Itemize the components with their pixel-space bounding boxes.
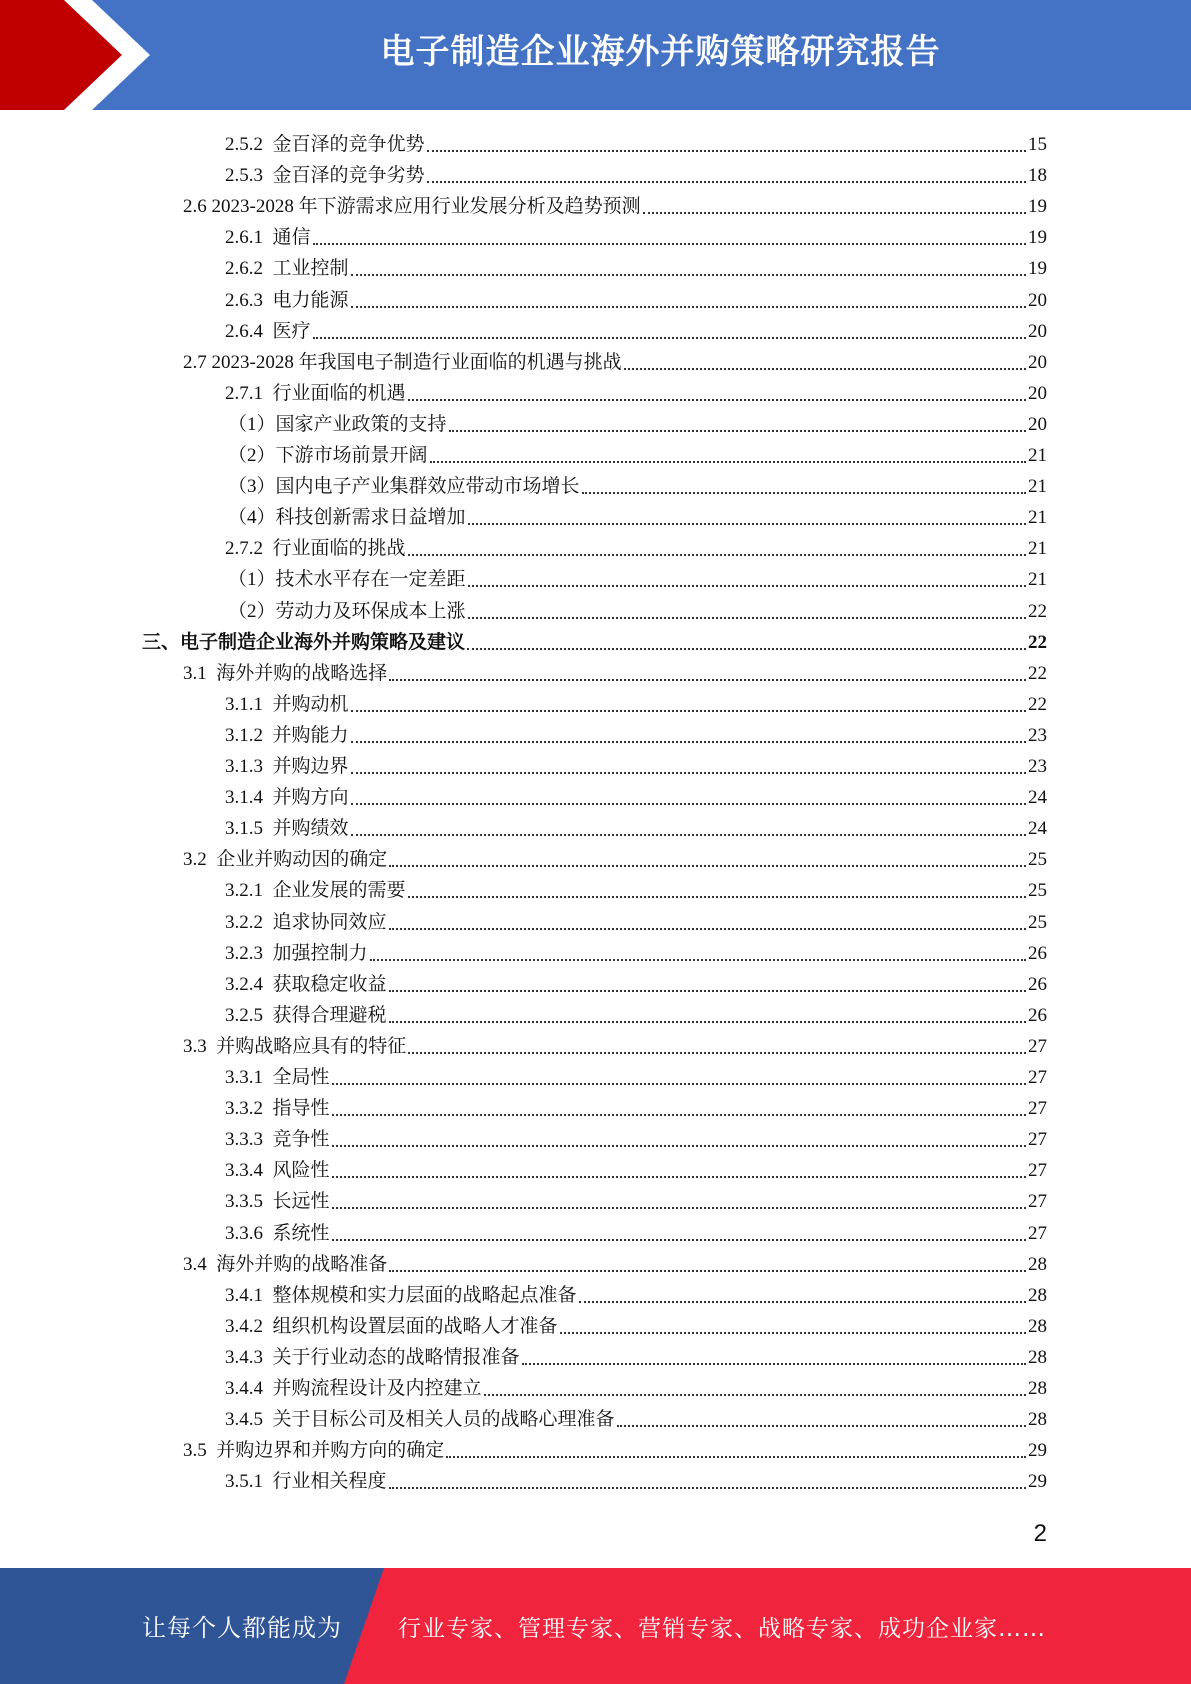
toc-entry[interactable] — [228, 438, 1047, 469]
toc-entry-page: 28 — [1028, 1409, 1047, 1431]
toc-dot-leader — [468, 585, 1026, 587]
toc-entry-title: 3.2.3 加强控制力 — [225, 942, 368, 964]
toc-dot-leader — [467, 648, 1026, 650]
toc-dot-leader — [351, 306, 1026, 308]
toc-entry-title: 3.1.5 并购绩效 — [225, 818, 349, 840]
page-footer — [0, 1568, 1191, 1684]
toc-entry[interactable] — [183, 1433, 1047, 1464]
toc-entry[interactable] — [228, 594, 1047, 625]
toc-entry[interactable] — [225, 283, 1047, 314]
toc-entry-title: 3.4.1 整体规模和实力层面的战略起点准备 — [225, 1284, 577, 1306]
toc-dot-leader — [389, 1487, 1026, 1489]
toc-entry-page: 26 — [1028, 942, 1047, 964]
toc-entry[interactable] — [225, 1340, 1047, 1371]
toc-entry-title: 3.1.1 并购动机 — [225, 693, 349, 715]
toc-entry[interactable] — [225, 1153, 1047, 1184]
toc-entry-title: 2.7.1 行业面临的机遇 — [225, 382, 406, 404]
toc-entry-title: 3.4.4 并购流程设计及内控建立 — [225, 1378, 482, 1399]
toc-entry-title: 3.1.4 并购方向 — [225, 787, 349, 809]
toc-dot-leader — [582, 492, 1026, 494]
toc-entry-title: 3.1.2 并购能力 — [225, 724, 349, 746]
toc-dot-leader — [351, 772, 1026, 774]
toc-entry-page: 25 — [1028, 880, 1047, 902]
toc-entry-title: 3.1 海外并购的战略选择 — [183, 662, 388, 684]
toc-entry[interactable] — [225, 1309, 1047, 1340]
toc-entry-title: （4）科技创新需求日益增加 — [228, 507, 466, 529]
toc-entry-page: 28 — [1028, 1378, 1047, 1399]
toc-entry-title: 3.4 海外并购的战略准备 — [183, 1253, 388, 1275]
toc-entry[interactable] — [225, 998, 1047, 1029]
toc-entry-page: 26 — [1028, 973, 1047, 995]
toc-dot-leader — [351, 710, 1026, 712]
toc-dot-leader — [389, 990, 1026, 992]
toc-dot-leader — [351, 274, 1026, 276]
toc-entry[interactable] — [225, 1464, 1047, 1495]
toc-dot-leader — [351, 834, 1026, 836]
toc-entry[interactable] — [183, 842, 1047, 873]
toc-dot-leader — [468, 523, 1026, 525]
toc-entry-title: （2）下游市场前景开阔 — [228, 445, 428, 466]
toc-entry-page: 25 — [1028, 849, 1047, 871]
toc-dot-leader — [427, 150, 1026, 152]
toc-entry-page: 27 — [1028, 1222, 1047, 1244]
toc-entry[interactable] — [225, 1371, 1047, 1402]
toc-entry-page: 29 — [1028, 1471, 1047, 1493]
page-number: 2 — [1033, 1520, 1047, 1547]
toc-dot-leader — [643, 212, 1026, 214]
toc-entry-page: 27 — [1028, 1160, 1047, 1182]
toc-entry-title: 2.6 2023-2028 年下游需求应用行业发展分析及趋势预测 — [183, 196, 641, 218]
toc-entry[interactable] — [225, 127, 1047, 158]
toc-entry-title: 2.6.2 工业控制 — [225, 258, 349, 280]
toc-dot-leader — [332, 1176, 1026, 1178]
toc-entry[interactable] — [225, 873, 1047, 904]
toc-entry-title: 3.3.5 长远性 — [225, 1191, 330, 1213]
toc-entry-title: 3.4.5 关于目标公司及相关人员的战略心理准备 — [225, 1409, 615, 1431]
toc-dot-leader — [389, 1270, 1026, 1272]
toc-entry[interactable] — [225, 1216, 1047, 1247]
toc-dot-leader — [579, 1301, 1026, 1303]
toc-dot-leader — [408, 896, 1026, 898]
toc-entry[interactable] — [225, 251, 1047, 282]
toc-entry[interactable] — [225, 1278, 1047, 1309]
toc-entry-page: 27 — [1028, 1191, 1047, 1213]
toc-entry[interactable] — [225, 687, 1047, 718]
toc-entry-title: 3.3.3 竞争性 — [225, 1129, 330, 1151]
toc-entry-title: 2.6.3 电力能源 — [225, 289, 349, 311]
toc-entry-title: 3.2.2 追求协同效应 — [225, 911, 387, 933]
toc-entry[interactable] — [183, 189, 1047, 220]
toc-entry-page: 23 — [1028, 724, 1047, 746]
toc-entry-page: 22 — [1028, 662, 1047, 684]
page-header — [0, 0, 1191, 110]
toc-entry-page: 20 — [1028, 413, 1047, 435]
toc-entry-page: 22 — [1028, 693, 1047, 715]
toc-entry[interactable] — [225, 1122, 1047, 1153]
toc-entry[interactable] — [225, 531, 1047, 562]
toc-dot-leader — [468, 617, 1026, 619]
toc-entry-page: 20 — [1028, 351, 1047, 373]
toc-entry-page: 27 — [1028, 1067, 1047, 1088]
toc-entry-title: 3.2 企业并购动因的确定 — [183, 849, 388, 871]
toc-entry[interactable] — [225, 967, 1047, 998]
toc-entry-page: 20 — [1028, 289, 1047, 311]
toc-entry-title: （1）国家产业政策的支持 — [228, 413, 447, 435]
toc-entry-title: 3.1.3 并购边界 — [225, 756, 349, 777]
toc-entry-page: 21 — [1028, 538, 1047, 560]
toc-dot-leader — [332, 1083, 1026, 1085]
toc-entry-page: 28 — [1028, 1253, 1047, 1275]
toc-entry-title: （3）国内电子产业集群效应带动市场增长 — [228, 476, 580, 498]
toc-entry-title: 3.3.6 系统性 — [225, 1222, 330, 1244]
toc-entry-page: 21 — [1028, 476, 1047, 498]
toc-dot-leader — [389, 679, 1026, 681]
toc-entry[interactable] — [225, 1091, 1047, 1122]
toc-dot-leader — [351, 803, 1026, 805]
toc-entry[interactable] — [225, 376, 1047, 407]
toc-entry-title: 2.5.2 金百泽的竞争优势 — [225, 134, 425, 155]
toc-entry-title: 3.4.3 关于行业动态的战略情报准备 — [225, 1346, 520, 1368]
toc-dot-leader — [332, 1207, 1026, 1209]
toc-entry-page: 15 — [1028, 134, 1047, 155]
toc-entry-page: 28 — [1028, 1284, 1047, 1306]
toc-dot-leader — [332, 1239, 1026, 1241]
toc-entry-page: 22 — [1028, 600, 1047, 622]
toc-dot-leader — [560, 1332, 1026, 1334]
toc-entry-page: 23 — [1028, 756, 1047, 777]
toc-entry-title: 3.4.2 组织机构设置层面的战略人才准备 — [225, 1315, 558, 1337]
toc-dot-leader — [408, 554, 1026, 556]
report-title: 电子制造企业海外并购策略研究报告 — [380, 32, 941, 72]
toc-entry[interactable] — [228, 407, 1047, 438]
toc-entry[interactable] — [225, 1060, 1047, 1091]
toc-entry-page: 29 — [1028, 1440, 1047, 1462]
toc-dot-leader — [332, 1114, 1026, 1116]
toc-entry-title: 2.7.2 行业面临的挑战 — [225, 538, 406, 560]
toc-dot-leader — [370, 959, 1026, 961]
toc-entry[interactable] — [142, 625, 1047, 656]
toc-entry-page: 22 — [1028, 631, 1047, 653]
toc-entry-title: 3.2.4 获取稳定收益 — [225, 973, 387, 995]
toc-entry-page: 28 — [1028, 1315, 1047, 1337]
toc-dot-leader — [446, 1456, 1026, 1458]
toc-entry-title: 2.7 2023-2028 年我国电子制造行业面临的机遇与挑战 — [183, 351, 622, 373]
toc-entry[interactable] — [225, 936, 1047, 967]
toc-dot-leader — [389, 928, 1026, 930]
footer-slogan-right: 行业专家、管理专家、营销专家、战略专家、成功企业家…… — [398, 1616, 1046, 1642]
toc-entry-page: 18 — [1028, 165, 1047, 187]
toc-dot-leader — [408, 1052, 1026, 1054]
toc-entry-page: 27 — [1028, 1035, 1047, 1057]
toc-entry-title: （2）劳动力及环保成本上涨 — [228, 600, 466, 622]
toc-entry-page: 19 — [1028, 258, 1047, 280]
toc-entry-title: （1）技术水平存在一定差距 — [228, 569, 466, 591]
toc-entry-page: 27 — [1028, 1098, 1047, 1120]
toc-entry[interactable] — [225, 220, 1047, 251]
toc-entry[interactable] — [228, 500, 1047, 531]
toc-entry[interactable] — [228, 469, 1047, 500]
toc-entry-title: 3.2.1 企业发展的需要 — [225, 880, 406, 902]
toc-entry-title: 3.2.5 获得合理避税 — [225, 1004, 387, 1026]
toc-entry[interactable] — [225, 1402, 1047, 1433]
toc-dot-leader — [389, 865, 1026, 867]
toc-entry[interactable] — [225, 780, 1047, 811]
toc-entry-page: 25 — [1028, 911, 1047, 933]
toc-entry-page: 24 — [1028, 818, 1047, 840]
toc-entry-page: 20 — [1028, 320, 1047, 342]
toc-dot-leader — [427, 181, 1026, 183]
toc-dot-leader — [522, 1363, 1026, 1365]
toc-entry-page: 21 — [1028, 507, 1047, 529]
toc-entry-title: 3.5 并购边界和并购方向的确定 — [183, 1440, 445, 1462]
toc-dot-leader — [332, 1145, 1026, 1147]
toc-entry-page: 27 — [1028, 1129, 1047, 1151]
toc-dot-leader — [617, 1425, 1026, 1427]
toc-entry-title: 3.3.4 风险性 — [225, 1160, 330, 1182]
toc-entry-page: 19 — [1028, 227, 1047, 249]
toc-entry[interactable] — [225, 1184, 1047, 1215]
toc-entry-title: 2.6.4 医疗 — [225, 320, 311, 342]
toc-entry-title: 3.5.1 行业相关程度 — [225, 1471, 387, 1493]
toc-entry-title: 2.6.1 通信 — [225, 227, 311, 249]
toc-entry[interactable] — [225, 314, 1047, 345]
toc-entry[interactable] — [183, 1029, 1047, 1060]
toc-dot-leader — [449, 430, 1026, 432]
toc-entry[interactable] — [225, 811, 1047, 842]
toc-entry-title: 三、电子制造企业海外并购策略及建议 — [142, 631, 466, 653]
toc-entry[interactable] — [183, 656, 1047, 687]
toc-entry-title: 3.3.2 指导性 — [225, 1098, 330, 1120]
toc-entry-page: 20 — [1028, 382, 1047, 404]
toc-dot-leader — [430, 461, 1026, 463]
toc-entry[interactable] — [225, 905, 1047, 936]
toc-entry[interactable] — [183, 1247, 1047, 1278]
toc-entry-page: 21 — [1028, 445, 1047, 466]
toc-dot-leader — [389, 1021, 1026, 1023]
toc-entry-title: 2.5.3 金百泽的竞争劣势 — [225, 165, 425, 187]
toc-entry-page: 24 — [1028, 787, 1047, 809]
toc-dot-leader — [624, 368, 1026, 370]
toc-entry[interactable] — [225, 749, 1047, 780]
toc-entry[interactable] — [228, 562, 1047, 593]
toc-entry-page: 28 — [1028, 1346, 1047, 1368]
toc-dot-leader — [313, 337, 1026, 339]
toc-entry-page: 19 — [1028, 196, 1047, 218]
toc-dot-leader — [313, 243, 1026, 245]
toc-entry-page: 21 — [1028, 569, 1047, 591]
footer-slogan-left: 让每个人都能成为 — [142, 1614, 342, 1642]
toc-entry[interactable] — [225, 158, 1047, 189]
toc-dot-leader — [408, 399, 1026, 401]
toc-dot-leader — [484, 1394, 1026, 1396]
toc-dot-leader — [351, 741, 1026, 743]
toc-entry[interactable] — [225, 718, 1047, 749]
toc-entry-title: 3.3 并购战略应具有的特征 — [183, 1035, 407, 1057]
toc-entry-page: 26 — [1028, 1004, 1047, 1026]
toc-entry-title: 3.3.1 全局性 — [225, 1067, 330, 1088]
toc-entry[interactable] — [183, 345, 1047, 376]
